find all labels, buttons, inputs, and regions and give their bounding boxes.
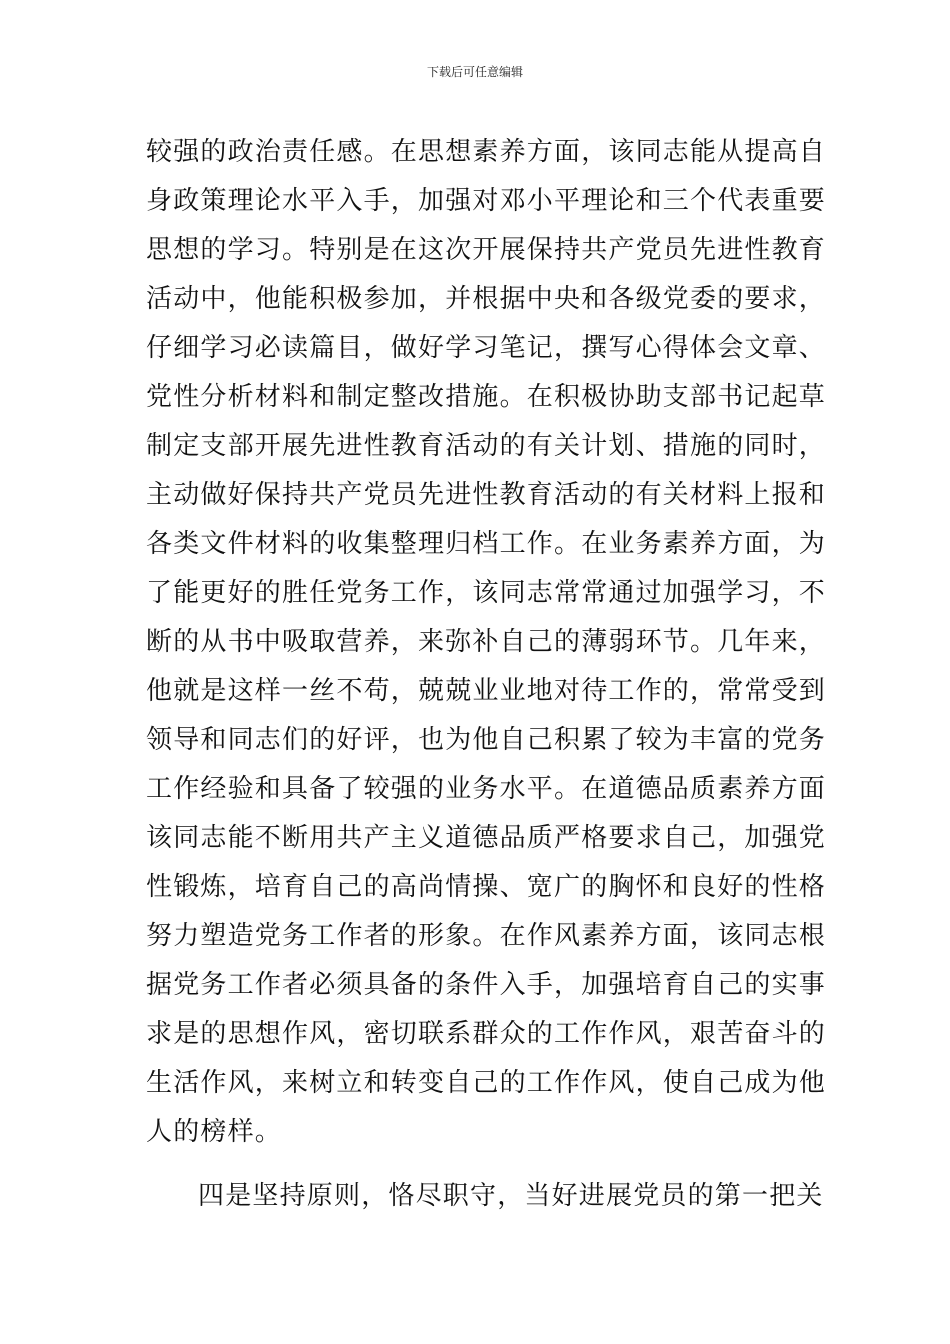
text-line: 领导和同志们的好评，也为他自己积累了较为丰富的党务 <box>146 725 827 755</box>
text-line: 他就是这样一丝不苟，兢兢业业地对待工作的，常常受到 <box>146 676 827 706</box>
body-paragraph <box>146 128 827 1157</box>
text-line: 断的从书中吸取营养，来弥补自己的薄弱环节。几年来， <box>146 627 827 657</box>
page-header: 下载后可任意编辑 <box>426 65 523 79</box>
text-line: 党性分析材料和制定整改措施。在积极协助支部书记起草 <box>146 382 827 412</box>
body-paragraph-2 <box>146 1172 824 1221</box>
text-line: 制定支部开展先进性教育活动的有关计划、措施的同时， <box>146 431 827 461</box>
text-line: 仔细学习必读篇目，做好学习笔记，撰写心得体会文章、 <box>146 333 827 363</box>
text-line: 活动中，他能积极参加，并根据中央和各级党委的要求， <box>146 284 827 314</box>
text-line: 求是的思想作风，密切联系群众的工作作风，艰苦奋斗的 <box>146 1019 827 1049</box>
text-line: 性锻炼，培育自己的高尚情操、宽广的胸怀和良好的性格 <box>146 872 827 902</box>
text-line: 据党务工作者必须具备的条件入手，加强培育自己的实事 <box>146 970 827 1000</box>
text-line: 思想的学习。特别是在这次开展保持共产党员先进性教育 <box>146 235 827 265</box>
text-line: 人的榜样。 <box>146 1117 283 1147</box>
text-line: 生活作风，来树立和转变自己的工作作风，使自己成为他 <box>146 1068 827 1098</box>
text-line: 主动做好保持共产党员先进性教育活动的有关材料上报和 <box>146 480 827 510</box>
text-line: 了能更好的胜任党务工作，该同志常常通过加强学习，不 <box>146 578 827 608</box>
text-line: 四是坚持原则，恪尽职守，当好进展党员的第一把关 <box>198 1181 824 1211</box>
text-line: 较强的政治责任感。在思想素养方面，该同志能从提高自 <box>146 137 827 167</box>
text-line: 各类文件材料的收集整理归档工作。在业务素养方面，为 <box>146 529 827 559</box>
text-line: 努力塑造党务工作者的形象。在作风素养方面，该同志根 <box>146 921 827 951</box>
text-line: 该同志能不断用共产主义道德品质严格要求自己，加强党 <box>146 823 827 853</box>
text-line: 工作经验和具备了较强的业务水平。在道德品质素养方面 <box>146 774 827 804</box>
text-line: 身政策理论水平入手，加强对邓小平理论和三个代表重要 <box>146 186 827 216</box>
